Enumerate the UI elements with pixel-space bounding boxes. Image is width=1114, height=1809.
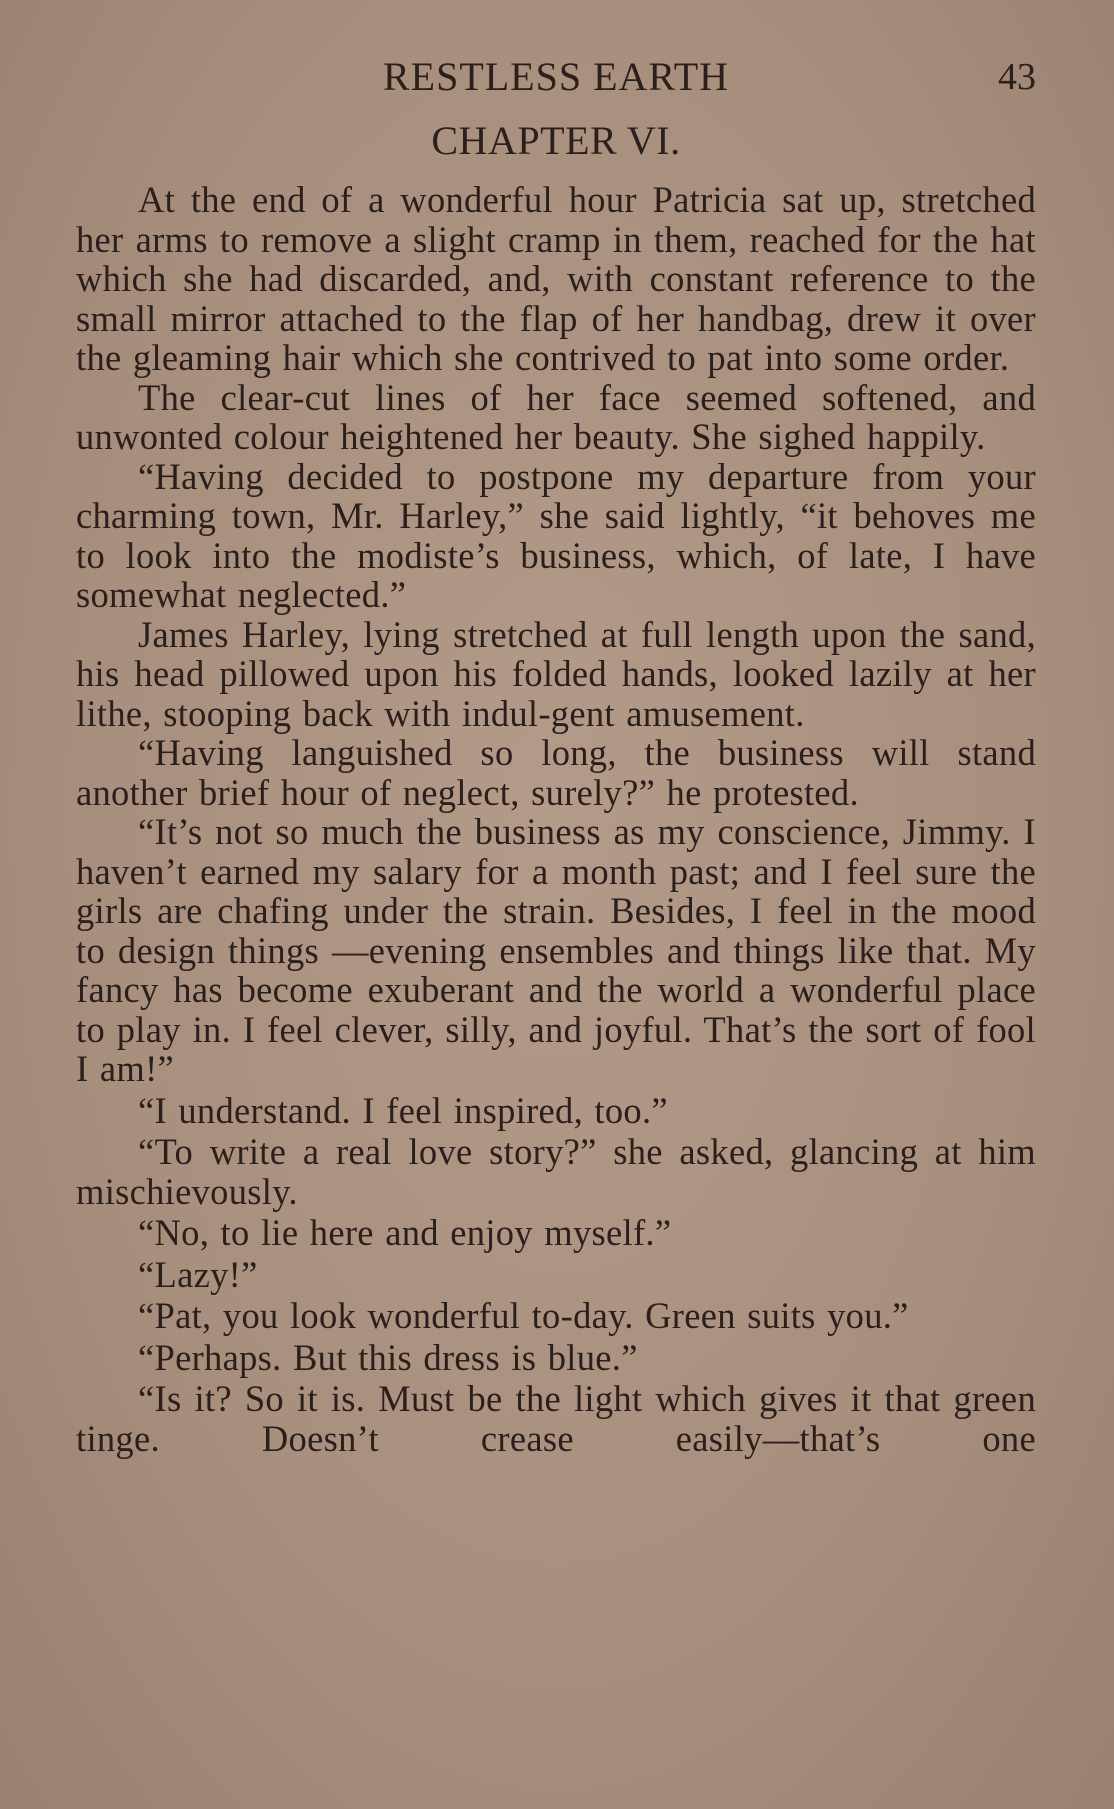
paragraph: “Perhaps. But this dress is blue.” <box>138 1336 638 1378</box>
running-title: RESTLESS EARTH <box>382 54 730 99</box>
paragraph: “Having decided to postpone my departure from your charming town, Mr. Harley,” she said lightly, “it behoves me to look into the modiste’s business, which, of late, I have somewhat neglected.” <box>76 455 1036 615</box>
running-head <box>76 52 1036 102</box>
page-number: 43 <box>998 56 1036 98</box>
chapter-title: CHAPTER VI. <box>431 118 681 163</box>
paragraph: “I understand. I feel inspired, too.” <box>138 1089 668 1131</box>
paragraph: James Harley, lying stretched at full length upon the sand, his head pillowed upon his folded hands, looked lazily at her lithe, stooping back with indul-gent amusement. <box>76 613 1036 734</box>
paragraph: “Having languished so long, the business will stand another brief hour of neglect, surely?” he protested. <box>76 732 1036 813</box>
paragraph: “Pat, you look wonderful to-day. Green suits you.” <box>138 1295 909 1336</box>
paragraph: “To write a real love story?” she asked, glancing at him mischievously. <box>76 1131 1036 1212</box>
paragraph: At the end of a wonderful hour Patricia sat up, stretched her arms to remove a slight cramp in them, reached for the hat which she had discarded, and, with constant reference to the small mirror attached to the flap of her handbag, drew it over the gleaming hair which she contrived to pat into some order. <box>76 179 1036 378</box>
paragraph: The clear-cut lines of her face seemed softened, and unwonted colour heightened her beauty. She sighed happily. <box>76 376 1036 457</box>
paragraph: “Lazy!” <box>138 1253 258 1295</box>
paragraph: “No, to lie here and enjoy myself.” <box>138 1212 672 1253</box>
body-text <box>76 180 1036 1458</box>
paragraph: “Is it? So it is. Must be the light which gives it that green tinge. Doesn’t crease easily—that’s one <box>76 1378 1036 1459</box>
paragraph: “It’s not so much the business as my conscience, Jimmy. I haven’t earned my salary for a month past; and I feel sure the girls are chafing under the strain. Besides, I feel in the mood to design things —evening ensembles and things like that. My fancy has become exuberant and the world a wonderful place to play in. I feel clever, silly, and joyful. That’s the sort of fool I am!” <box>76 811 1036 1089</box>
